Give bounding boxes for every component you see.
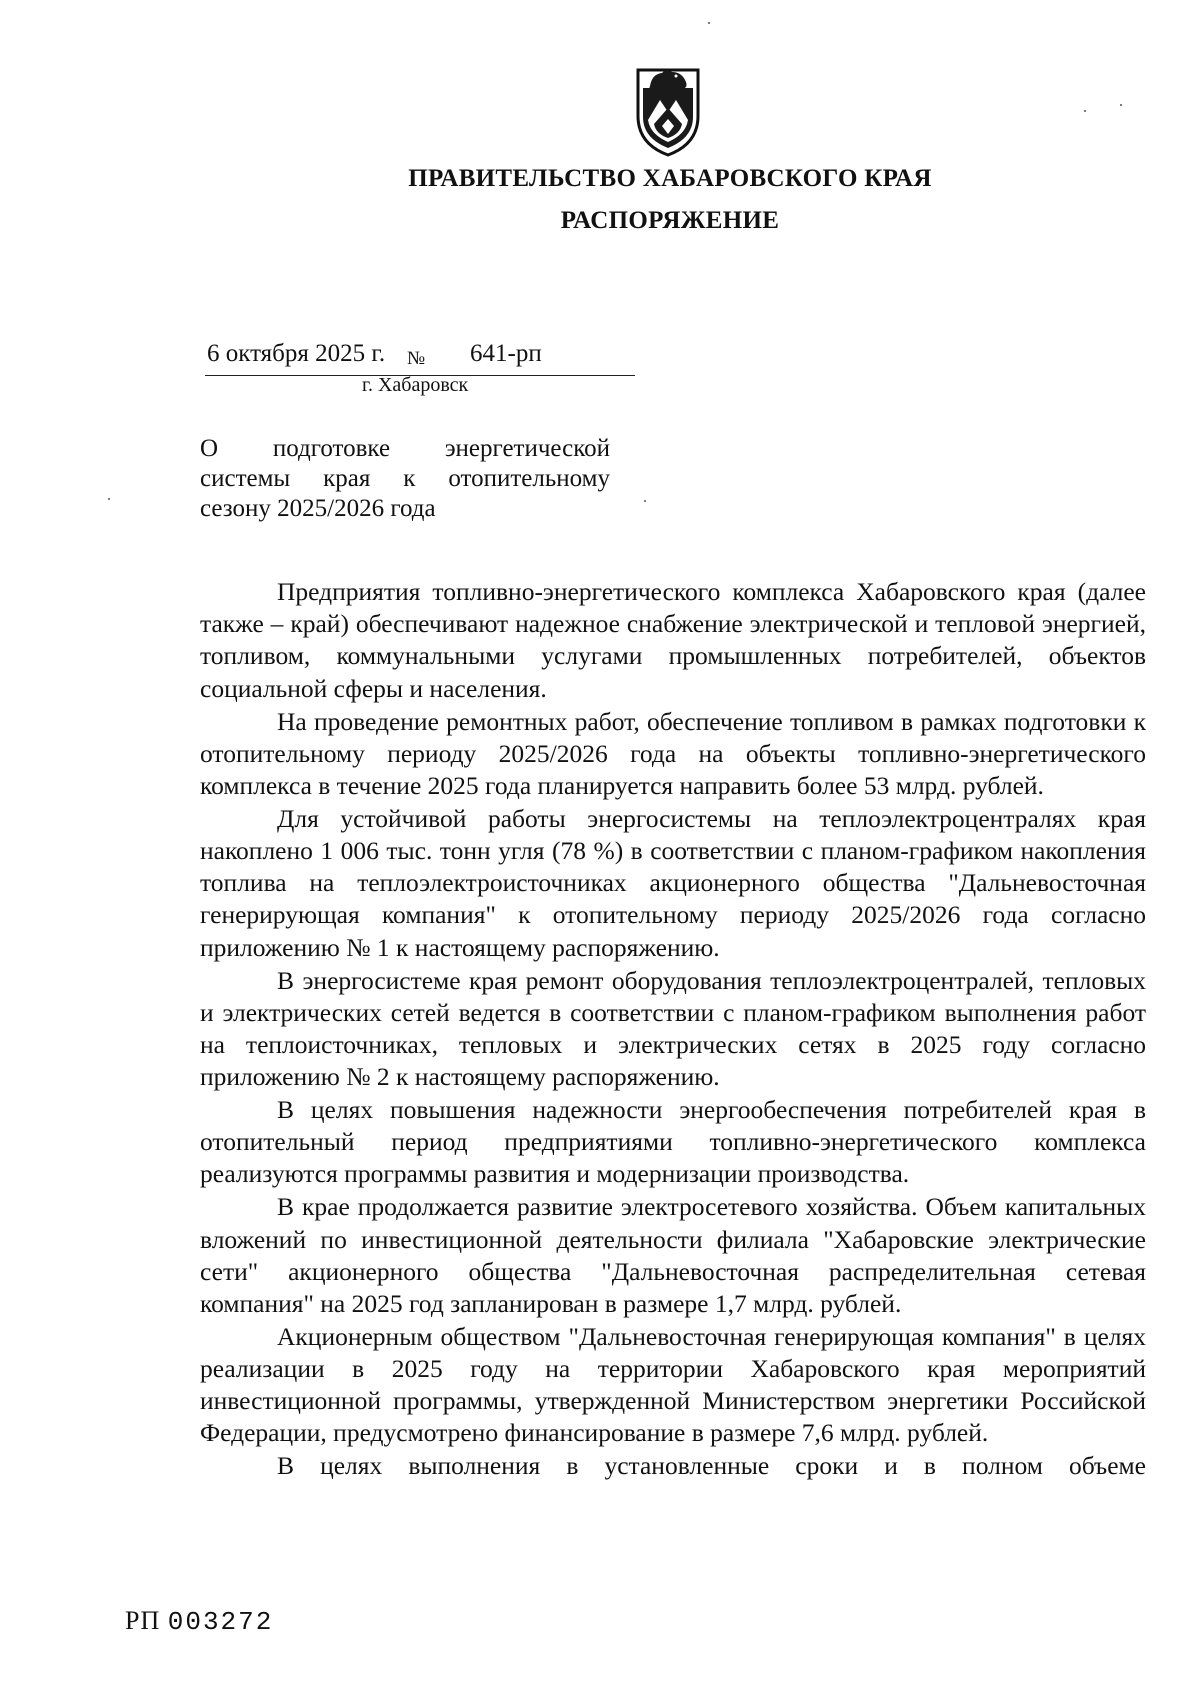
document-date: 6 октября 2025 г. bbox=[207, 340, 386, 367]
government-title: ПРАВИТЕЛЬСТВО ХАБАРОВСКОГО КРАЯ bbox=[408, 165, 932, 192]
scan-speck bbox=[1120, 104, 1122, 106]
registration-prefix: РП bbox=[125, 1606, 161, 1635]
body-paragraph: На проведение ремонтных работ, обеспечение топливом в рамках подготовки к отопительному периоду 2025/2026 года на объекты топливно-энергетического комплекса в течение 2025 года планируется направить более 53 млрд. рублей. bbox=[200, 706, 1146, 800]
subject-line: О подготовке энергетической bbox=[200, 435, 610, 462]
body-paragraph: В энергосистеме края ремонт оборудования теплоэлектроцентралей, тепловых и электрических сетей ведется в соответствии с планом-графиком выполнения работ на теплоисточниках, тепловых и электрических сетях в 2025 году согласно приложению № 2 к настоящему распоряжению. bbox=[200, 965, 1146, 1092]
body-paragraph: В целях выполнения в установленные сроки и в полном объеме bbox=[277, 1451, 1146, 1481]
scan-speck bbox=[708, 22, 710, 24]
body-paragraph: В крае продолжается развитие электросетевого хозяйства. Объем капитальных вложений по инвестиционной деятельности филиала "Хабаровские электрические сети" акционерного общества "Дальневосточная распределительная сетевая компания" на 2025 год запланирован в размере 1,7 млрд. рублей. bbox=[200, 1192, 1146, 1318]
scan-speck bbox=[1084, 110, 1086, 112]
document-subject bbox=[200, 434, 610, 524]
body-paragraph: В целях повышения надежности энергообеспечения потребителей края в отопительный период предприятиями топливно-энергетического комплекса реализуются программы развития и модернизации производства. bbox=[200, 1095, 1146, 1189]
body-paragraph: Предприятия топливно-энергетического комплекса Хабаровского края (далее также – край) обеспечивают надежное снабжение электрической и тепловой энергией, топливом, коммунальными услугами промышленных потребителей, объектов социальной сферы и населения. bbox=[200, 577, 1146, 703]
document-number: 641-рп bbox=[470, 340, 542, 367]
registration-digits: 003272 bbox=[167, 1607, 274, 1637]
body-paragraph: Акционерным обществом "Дальневосточная генерирующая компания" в целях реализации в 2025 году на территории Хабаровского края мероприятий инвестиционной программы, утвержденной Министерством энергетики Российской Федерации, предусмотрено финансирование в размере 7,6 млрд. рублей. bbox=[200, 1321, 1146, 1448]
document-body bbox=[200, 576, 1146, 1483]
registration-number bbox=[125, 1606, 273, 1637]
subject-line: сезону 2025/2026 года bbox=[200, 495, 436, 522]
scan-speck bbox=[108, 498, 110, 500]
scan-speck bbox=[644, 500, 646, 502]
document-type: РАСПОРЯЖЕНИЕ bbox=[560, 207, 780, 234]
document-city: г. Хабаровск bbox=[362, 374, 469, 396]
body-paragraph: Для устойчивой работы энергосистемы на теплоэлектроцентралях края накоплено 1 006 тыс. тонн угля (78 %) в соответствии с планом-графиком накопления топлива на теплоэлектроисточниках акционерного общества "Дальневосточная генерирующая компания" к отопительному периоду 2025/2026 года согласно приложению № 1 к настоящему распоряжению. bbox=[200, 803, 1146, 962]
coat-of-arms-emblem bbox=[632, 64, 704, 159]
subject-line: системы края к отопительному bbox=[200, 465, 610, 492]
number-sign: № bbox=[407, 348, 426, 369]
